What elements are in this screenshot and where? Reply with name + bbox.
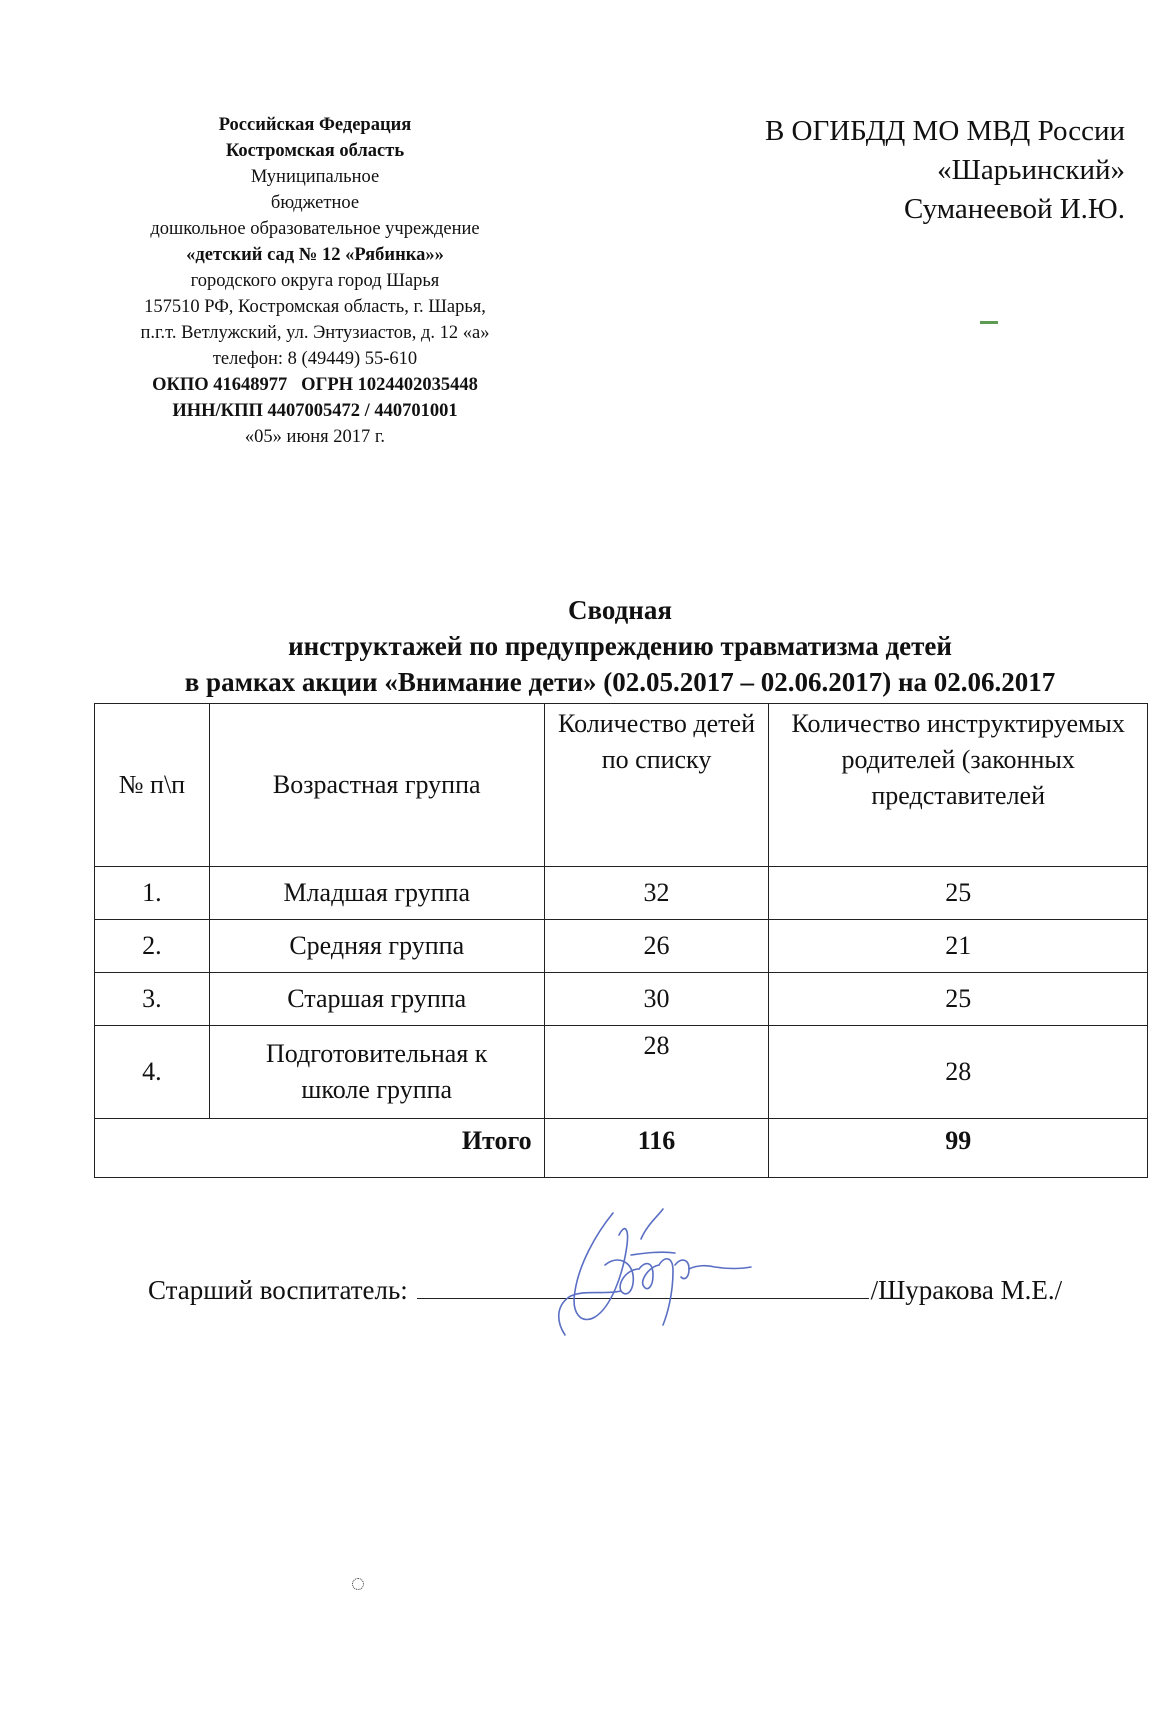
row-children: 30: [544, 973, 769, 1026]
sender-address2: п.г.т. Ветлужский, ул. Энтузиастов, д. 12 «а»: [140, 323, 490, 343]
sender-codes1: ОКПО 41648977 ОГРН 1024402035448: [152, 375, 478, 395]
header-group: Возрастная группа: [209, 704, 544, 867]
row-group: Подготовительная к школе группа: [209, 1026, 544, 1119]
title-line3: в рамках акции «Внимание дети» (02.05.2017 – 02.06.2017) на 02.06.2017: [184, 667, 1056, 697]
row-group: Младшая группа: [209, 867, 544, 920]
row-num: 4.: [95, 1026, 210, 1119]
sender-date: «05» июня 2017 г.: [244, 427, 386, 447]
row-children: 26: [544, 920, 769, 973]
row-parents: 25: [769, 867, 1148, 920]
table-row: [95, 920, 1148, 973]
header-children: Количество детей по списку: [544, 704, 769, 867]
sender-address1: 157510 РФ, Костромская область, г. Шарья,: [144, 297, 486, 317]
row-num: 1.: [95, 867, 210, 920]
title-line1: Сводная: [568, 595, 672, 625]
row-parents: 25: [769, 973, 1148, 1026]
table-header-row: [95, 704, 1148, 867]
row-group: Старшая группа: [209, 973, 544, 1026]
sender-org-name: «детский сад № 12 «Рябинка»»: [186, 245, 444, 265]
sender-codes2: ИНН/КПП 4407005472 / 440701001: [172, 401, 458, 421]
signer-name: /Шуракова М.Е./: [870, 1275, 1063, 1305]
document-title: [100, 592, 1140, 700]
addressee-line3: Суманеевой И.Ю.: [903, 193, 1125, 225]
total-children: 116: [544, 1119, 769, 1178]
header-num: № п\п: [95, 704, 210, 867]
sender-org-line3: дошкольное образовательное учреждение: [150, 219, 480, 239]
sender-country: Российская Федерация: [218, 115, 412, 135]
title-line2: инструктажей по предупреждению травматизма детей: [288, 631, 952, 661]
table-row: [95, 973, 1148, 1026]
header-parents: Количество инструктируемых родителей (законных представителей: [769, 704, 1148, 867]
row-children: 32: [544, 867, 769, 920]
handwritten-signature: [535, 1195, 755, 1345]
row-children: 28: [544, 1026, 769, 1119]
row-num: 3.: [95, 973, 210, 1026]
total-parents: 99: [769, 1119, 1148, 1178]
row-parents: 21: [769, 920, 1148, 973]
signer-position: Старший воспитатель:: [148, 1275, 408, 1305]
sender-org-line2: бюджетное: [270, 193, 360, 213]
total-label: Итого: [95, 1119, 545, 1178]
table-total-row: [95, 1119, 1148, 1178]
row-group: Средняя группа: [209, 920, 544, 973]
ink-speck: [352, 1578, 364, 1590]
sender-org-line1: Муниципальное: [250, 167, 380, 187]
addressee-block: [605, 112, 1125, 229]
ink-mark: [980, 321, 998, 324]
table-row: [95, 1026, 1148, 1119]
sender-block: [90, 112, 540, 450]
sender-phone: телефон: 8 (49449) 55-610: [212, 349, 418, 369]
addressee-line2: «Шарьинский»: [937, 154, 1125, 186]
summary-table: [94, 703, 1148, 1178]
addressee-line1: В ОГИБДД МО МВД России: [764, 115, 1125, 147]
table-row: [95, 867, 1148, 920]
sender-district: городского округа город Шарья: [190, 271, 440, 291]
sender-region: Костромская область: [225, 141, 405, 161]
row-parents: 28: [769, 1026, 1148, 1119]
row-num: 2.: [95, 920, 210, 973]
